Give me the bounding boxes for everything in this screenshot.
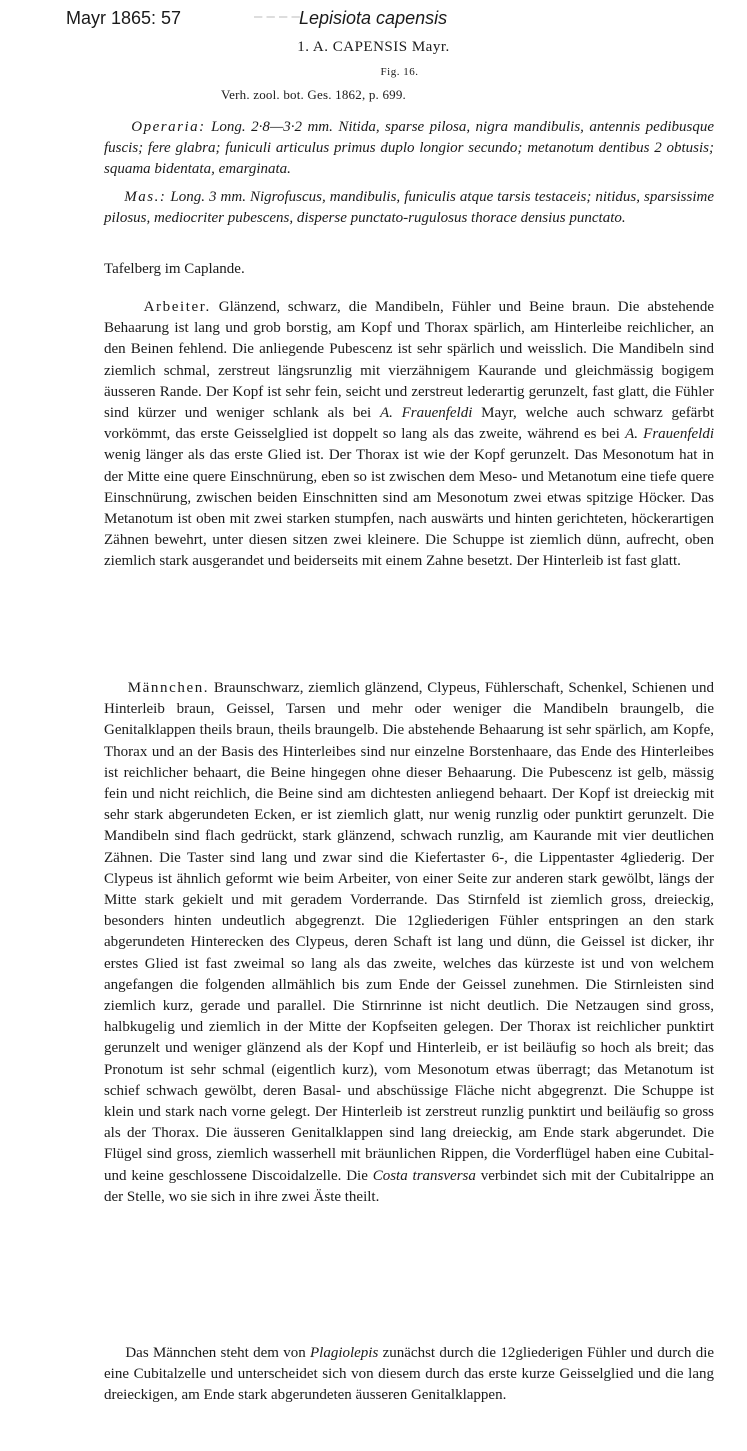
closing-text-1: Das Männchen steht dem von: [125, 1345, 306, 1361]
maennchen-paragraph: [104, 678, 714, 1208]
arbeiter-text-2: Mayr, welche auch schwarz gefärbt vorkömmt, das erste Geisselglied ist doppelt so lang als das zweite, während es bei: [104, 405, 715, 443]
arbeiter-ref-2: A. Frauenfeldi: [625, 426, 715, 443]
literature-reference: Verh. zool. bot. Ges. 1862, p. 699.: [220, 87, 406, 102]
figure-label: Fig. 16.: [380, 66, 419, 78]
operaria-label: Operaria:: [131, 119, 206, 135]
arbeiter-ref-1: A. Frauenfeldi: [379, 405, 473, 422]
maennchen-ref-1: Costa transversa: [372, 1167, 476, 1184]
taxon-name: Lepisiota capensis: [299, 8, 448, 28]
maennchen-text-1: Braunschwarz, ziemlich glänzend, Clypeus, Fühlerschaft, Schenkel, Schienen und Hinterleib braun, Geissel, Tarsen und mehr oder weniger die Mandibeln braungelb, die Genitalklappen theils braun, theils braungelb. Die abstehende Behaarung ist sehr spärlich, am Kopfe, Thorax und an der Basis des Hinterleibes sind nur einzelne Borstenhaare, das Ende des Hinterleibes ist reichlicher behaart, die Beine hingegen ohne dieser Behaarung. Die Pubescenz ist gelb, mässig fein und nicht reichlich, die Beine sind am dichtesten anliegend behaart. Der Kopf ist dreieckig mit sehr stark abgerundeten Ecken, er ist ziemlich glatt, nur wenig runzlig oder punktirt gerunzelt. Die Mandibeln sind flach gedrückt, stark glänzend, schwach runzlig, am Kaurande mit vier deutlichen Zähnen. Die Taster sind lang und zwar sind die Kiefertaster 6-, die Lippentaster 4gliederig. Der Clypeus ist ähnlich geformt wie beim Arbeiter, von einer Seite zur anderen stark gewölbt, längs der Mitte stark gekielt und mit geradem Vorderrande. Das Stirnfeld ist ziemlich gross, dreieckig, besonders hinten undeutlich abgegrenzt. Die 12gliederigen Fühler entspringen an den stark abgerundeten Hinterecken des Clypeus, deren Schaft ist lang und dünn, die Geissel ist dicker, ihr erstes Glied ist fast zweimal so lang als das zweite, welches das kürzeste ist und von welchem angefangen die folgenden allmählich bis zum Ende der Geissel zunehmen. Die Stirnleisten sind ziemlich kurz, gerade und parallel. Die Stirnrinne ist nicht deutlich. Die Netzaugen sind gross, halbkugelig und ziemlich in der Mitte der Kopfseiten gelegen. Der Thorax ist reichlicher punktirt gerunzelt und weniger glänzend als der Kopf und Hinterleib, er ist beiläufig so hoch als breit; das Pronotum ist sehr schmal (eigentlich kurz), vom Mesonotum etwas überragt; das Metanotum ist schief schwach gewölbt, deren Basal- und abschüssige Fläche nicht abgegrenzt. Die Schuppe ist klein und stark nach vorne gelegt. Der Hinterleib ist zerstreut runzlig punktirt und beiläufig so gross als der Thorax. Die äusseren Genitalklappen sind lang dreieckig, am Ende stark abgerundet. Die Flügel sind gross, ziemlich wasserhell mit bräunlichen Rippen, die Vorderflügel haben eine Cubital- und keine geschlossene Discoidalzelle. Die: [104, 680, 715, 1184]
mas-label: Mas.:: [124, 189, 167, 205]
page-citation: Mayr 1865: 57: [66, 8, 182, 28]
closing-text-2: zunächst durch die 12gliederigen Fühler und durch die eine Cubitalzelle und unterscheidet sich von diesem durch das erste kurze Geisselglied und die lang dreieckigen, am Ende stark abgerundeten äusseren Genitalklappen.: [104, 1345, 715, 1404]
arbeiter-text-1: Glänzend, schwarz, die Mandibeln, Fühler und Beine braun. Die abstehende Behaarung ist lang und grob borstig, am Kopf und Thorax spärlich, am Hinterleibe reichlicher, an den Beinen fehlend. Die anliegende Pubescenz ist sehr spärlich und weisslich. Die Mandibeln sind ziemlich schmal, zerstreut längsrunzlig mit vierzähnigem Kaurande und gleichmässig bogigem äusseren Rande. Der Kopf ist sehr fein, seicht und zerstreut lederartig gerunzelt, fast glatt, die Fühler sind kürzer und weniger schlank als bei: [104, 299, 715, 422]
maennchen-text-2: verbindet sich mit der Cubitalrippe an der Stelle, wo sie sich in ihre zwei Äste theilt.: [104, 1167, 715, 1205]
arbeiter-text-3: wenig länger als das erste Glied ist. Der Thorax ist wie der Kopf gerunzelt. Das Mesonotum hat in der Mitte eine quere Einschnürung, eben so ist zwischen dem Meso- und Metanotum eine tiefe quere Einschnürung, zwischen beiden Einschnitten sind am Mesonotum zwei etwas spitzige Höcker. Das Metanotum ist oben mit zwei starken stumpfen, nach auswärts und hinten gerichteten, höckerartigen Zähnen bewehrt, unter diesen sitzen zwei kleinere. Die Schuppe ist ziemlich dünn, aufrecht, oben ziemlich stark ausgerandet und beiderseits mit einem Zahne besetzt. Der Hinterleib ist fast glatt.: [104, 447, 714, 570]
operaria-text: Long. 2·8—3·2 mm. Nitida, sparse pilosa, nigra mandibulis, antennis pedibusque fuscis; fere glabra; funiculi articulus primus duplo longior secundo; metanotum dentibus 2 obtusis; squama bidentata, emarginata.: [104, 119, 715, 177]
maennchen-label: Männchen.: [127, 680, 210, 696]
closing-ref-1: Plagiolepis: [309, 1345, 379, 1361]
mas-description: [104, 187, 714, 229]
arbeiter-label: Arbeiter.: [143, 299, 211, 315]
closing-paragraph: [104, 1343, 714, 1407]
header-divider: – – – –: [254, 8, 300, 25]
locality: Tafelberg im Caplande.: [104, 261, 245, 277]
mas-text: Long. 3 mm. Nigrofuscus, mandibulis, funiculis atque tarsis testaceis; nitidus, sparsissime pilosus, mediocriter pubescens, disperse punctato-rugulosus thorace densius punctato.: [104, 189, 715, 226]
operaria-description: [104, 117, 714, 180]
species-title: 1. A. CAPENSIS Mayr.: [297, 39, 450, 55]
arbeiter-paragraph: [104, 297, 714, 573]
